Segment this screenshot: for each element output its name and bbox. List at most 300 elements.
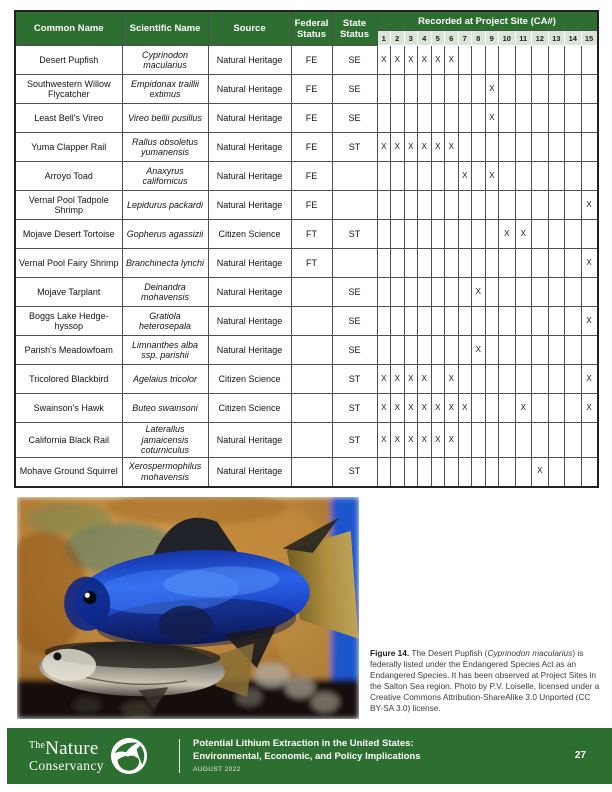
site-cell-7 bbox=[458, 336, 472, 365]
site-cell-15: X bbox=[581, 365, 598, 394]
site-cell-11 bbox=[515, 365, 532, 394]
site-cell-13 bbox=[548, 394, 565, 423]
caption-species-name: Cyprinodon macularius bbox=[487, 648, 573, 659]
federal-status-cell: FT bbox=[291, 220, 332, 249]
site-cell-2 bbox=[391, 75, 405, 104]
site-cell-10 bbox=[499, 423, 516, 458]
site-cell-14 bbox=[565, 423, 582, 458]
site-cell-15 bbox=[581, 336, 598, 365]
table-row bbox=[15, 46, 598, 75]
site-cell-9 bbox=[485, 249, 499, 278]
federal-status-cell bbox=[291, 394, 332, 423]
site-column-header-1: 1 bbox=[377, 31, 391, 46]
federal-status-cell bbox=[291, 336, 332, 365]
site-cell-3 bbox=[404, 104, 418, 133]
table-row bbox=[15, 365, 598, 394]
site-cell-4: X bbox=[418, 394, 432, 423]
state-status-cell: ST bbox=[332, 457, 377, 487]
site-cell-10 bbox=[499, 162, 516, 191]
site-cell-6 bbox=[445, 278, 459, 307]
table-row bbox=[15, 307, 598, 336]
site-cell-12 bbox=[532, 336, 549, 365]
site-cell-14 bbox=[565, 162, 582, 191]
table-row bbox=[15, 75, 598, 104]
site-cell-10 bbox=[499, 365, 516, 394]
site-cell-2: X bbox=[391, 394, 405, 423]
site-cell-6 bbox=[445, 249, 459, 278]
site-cell-3: X bbox=[404, 133, 418, 162]
site-column-header-6: 6 bbox=[445, 31, 459, 46]
site-cell-1 bbox=[377, 249, 391, 278]
table-row bbox=[15, 249, 598, 278]
col-header-federal-status: Federal Status bbox=[291, 11, 332, 46]
scientific-name-cell: Empidonax traillii extimus bbox=[122, 75, 208, 104]
site-cell-13 bbox=[548, 423, 565, 458]
site-cell-11 bbox=[515, 104, 532, 133]
site-cell-2 bbox=[391, 104, 405, 133]
federal-status-cell bbox=[291, 307, 332, 336]
site-cell-9 bbox=[485, 278, 499, 307]
site-cell-12 bbox=[532, 423, 549, 458]
site-cell-5 bbox=[431, 336, 445, 365]
desert-pupfish-photo bbox=[17, 497, 359, 719]
site-cell-6 bbox=[445, 191, 459, 220]
report-title-line2: Environmental, Economic, and Policy Implications bbox=[193, 751, 421, 762]
site-cell-14 bbox=[565, 220, 582, 249]
federal-status-cell bbox=[291, 365, 332, 394]
site-cell-10 bbox=[499, 133, 516, 162]
site-cell-3: X bbox=[404, 365, 418, 394]
site-cell-5 bbox=[431, 75, 445, 104]
site-cell-14 bbox=[565, 191, 582, 220]
state-status-cell: SE bbox=[332, 46, 377, 75]
site-cell-2 bbox=[391, 162, 405, 191]
site-cell-3 bbox=[404, 162, 418, 191]
site-cell-1 bbox=[377, 307, 391, 336]
site-cell-12 bbox=[532, 249, 549, 278]
state-status-cell: ST bbox=[332, 365, 377, 394]
common-name-cell: California Black Rail bbox=[15, 423, 122, 458]
site-cell-6: X bbox=[445, 365, 459, 394]
site-cell-8 bbox=[472, 220, 486, 249]
site-cell-8 bbox=[472, 75, 486, 104]
state-status-cell bbox=[332, 162, 377, 191]
site-cell-5: X bbox=[431, 394, 445, 423]
site-cell-15 bbox=[581, 75, 598, 104]
site-cell-14 bbox=[565, 307, 582, 336]
site-cell-14 bbox=[565, 75, 582, 104]
site-cell-13 bbox=[548, 457, 565, 487]
site-cell-5 bbox=[431, 457, 445, 487]
site-cell-1: X bbox=[377, 423, 391, 458]
site-cell-10 bbox=[499, 336, 516, 365]
site-cell-11 bbox=[515, 162, 532, 191]
site-column-header-5: 5 bbox=[431, 31, 445, 46]
site-cell-5 bbox=[431, 249, 445, 278]
site-cell-3: X bbox=[404, 423, 418, 458]
scientific-name-cell: Xerospermophilus mohavensis bbox=[122, 457, 208, 487]
site-cell-9 bbox=[485, 394, 499, 423]
site-cell-4: X bbox=[418, 46, 432, 75]
common-name-cell: Mojave Tarplant bbox=[15, 278, 122, 307]
site-cell-12 bbox=[532, 307, 549, 336]
site-cell-7 bbox=[458, 365, 472, 394]
site-cell-7 bbox=[458, 104, 472, 133]
site-cell-1 bbox=[377, 457, 391, 487]
scientific-name-cell: Cyprinodon macularius bbox=[122, 46, 208, 75]
federal-status-cell: FE bbox=[291, 104, 332, 133]
source-cell: Natural Heritage bbox=[208, 104, 291, 133]
col-header-state-status: State Status bbox=[332, 11, 377, 46]
site-cell-15 bbox=[581, 220, 598, 249]
site-column-header-8: 8 bbox=[472, 31, 486, 46]
site-cell-1: X bbox=[377, 394, 391, 423]
site-cell-14 bbox=[565, 457, 582, 487]
site-cell-13 bbox=[548, 104, 565, 133]
site-cell-7 bbox=[458, 457, 472, 487]
table-row bbox=[15, 394, 598, 423]
site-cell-7 bbox=[458, 46, 472, 75]
site-cell-8 bbox=[472, 423, 486, 458]
logo-conservancy: Conservancy bbox=[29, 758, 104, 774]
site-cell-11 bbox=[515, 423, 532, 458]
col-header-source: Source bbox=[208, 11, 291, 46]
site-cell-7 bbox=[458, 249, 472, 278]
site-cell-4 bbox=[418, 162, 432, 191]
logo-nature: Nature bbox=[45, 738, 99, 760]
common-name-cell: Least Bell's Vireo bbox=[15, 104, 122, 133]
table-header-row bbox=[15, 11, 598, 31]
scientific-name-cell: Buteo swainsoni bbox=[122, 394, 208, 423]
site-cell-10 bbox=[499, 46, 516, 75]
common-name-cell: Mojave Desert Tortoise bbox=[15, 220, 122, 249]
site-cell-1: X bbox=[377, 365, 391, 394]
site-cell-10 bbox=[499, 191, 516, 220]
site-cell-6 bbox=[445, 162, 459, 191]
site-cell-5: X bbox=[431, 46, 445, 75]
site-cell-3: X bbox=[404, 46, 418, 75]
site-cell-10 bbox=[499, 249, 516, 278]
federal-status-cell: FE bbox=[291, 162, 332, 191]
site-cell-13 bbox=[548, 307, 565, 336]
site-cell-13 bbox=[548, 191, 565, 220]
table-row bbox=[15, 133, 598, 162]
site-cell-13 bbox=[548, 249, 565, 278]
site-cell-3 bbox=[404, 191, 418, 220]
common-name-cell: Boggs Lake Hedge-hyssop bbox=[15, 307, 122, 336]
table-row bbox=[15, 457, 598, 487]
common-name-cell: Arroyo Toad bbox=[15, 162, 122, 191]
scientific-name-cell: Vireo bellii pusillus bbox=[122, 104, 208, 133]
state-status-cell: SE bbox=[332, 104, 377, 133]
caption-text-after: ) is federally listed under the Endangered Species Act as an Endangered Species. It has been observed at Project Sites in the Salton Sea region. Photo by P.V. Loiselle, licensed under a Creative Commons Attribution-ShareAlike 3.0 Unported (CC BY-SA 3.0) license. bbox=[370, 648, 600, 714]
site-cell-6: X bbox=[445, 394, 459, 423]
site-cell-5: X bbox=[431, 423, 445, 458]
footer-text-block bbox=[193, 737, 421, 773]
site-cell-12 bbox=[532, 278, 549, 307]
site-cell-9 bbox=[485, 46, 499, 75]
site-cell-12 bbox=[532, 75, 549, 104]
site-column-header-14: 14 bbox=[565, 31, 582, 46]
site-cell-13 bbox=[548, 278, 565, 307]
site-cell-14 bbox=[565, 46, 582, 75]
source-cell: Natural Heritage bbox=[208, 307, 291, 336]
site-cell-2: X bbox=[391, 365, 405, 394]
site-cell-7 bbox=[458, 191, 472, 220]
source-cell: Natural Heritage bbox=[208, 336, 291, 365]
common-name-cell: Southwestern Willow Flycatcher bbox=[15, 75, 122, 104]
site-cell-2 bbox=[391, 249, 405, 278]
state-status-cell: SE bbox=[332, 307, 377, 336]
site-cell-6 bbox=[445, 457, 459, 487]
site-cell-12 bbox=[532, 191, 549, 220]
site-cell-9 bbox=[485, 191, 499, 220]
site-cell-6: X bbox=[445, 46, 459, 75]
site-cell-10 bbox=[499, 104, 516, 133]
site-cell-5 bbox=[431, 191, 445, 220]
site-cell-11 bbox=[515, 75, 532, 104]
scientific-name-cell: Lepidurus packardi bbox=[122, 191, 208, 220]
site-column-header-12: 12 bbox=[532, 31, 549, 46]
figure-label: Figure 14. bbox=[370, 648, 410, 659]
site-cell-2: X bbox=[391, 46, 405, 75]
site-cell-8 bbox=[472, 394, 486, 423]
federal-status-cell: FE bbox=[291, 46, 332, 75]
site-cell-9 bbox=[485, 133, 499, 162]
site-cell-4: X bbox=[418, 423, 432, 458]
table-row bbox=[15, 191, 598, 220]
scientific-name-cell: Deinandra mohavensis bbox=[122, 278, 208, 307]
site-cell-8 bbox=[472, 46, 486, 75]
site-cell-8 bbox=[472, 249, 486, 278]
federal-status-cell: FE bbox=[291, 133, 332, 162]
site-cell-7 bbox=[458, 423, 472, 458]
site-cell-3 bbox=[404, 249, 418, 278]
table-row bbox=[15, 104, 598, 133]
federal-status-cell bbox=[291, 457, 332, 487]
site-cell-10 bbox=[499, 75, 516, 104]
source-cell: Natural Heritage bbox=[208, 278, 291, 307]
site-cell-2: X bbox=[391, 133, 405, 162]
site-cell-11 bbox=[515, 249, 532, 278]
site-cell-5 bbox=[431, 162, 445, 191]
site-cell-12 bbox=[532, 162, 549, 191]
site-cell-13 bbox=[548, 46, 565, 75]
site-cell-14 bbox=[565, 365, 582, 394]
source-cell: Natural Heritage bbox=[208, 457, 291, 487]
source-cell: Natural Heritage bbox=[208, 133, 291, 162]
site-cell-7 bbox=[458, 133, 472, 162]
common-name-cell: Mohave Ground Squirrel bbox=[15, 457, 122, 487]
site-cell-13 bbox=[548, 75, 565, 104]
state-status-cell: SE bbox=[332, 278, 377, 307]
federal-status-cell: FT bbox=[291, 249, 332, 278]
table-row bbox=[15, 423, 598, 458]
site-cell-12 bbox=[532, 104, 549, 133]
site-cell-11 bbox=[515, 191, 532, 220]
footer-divider bbox=[179, 739, 180, 773]
site-cell-10 bbox=[499, 457, 516, 487]
site-cell-15 bbox=[581, 278, 598, 307]
site-cell-4 bbox=[418, 75, 432, 104]
site-cell-7 bbox=[458, 75, 472, 104]
site-column-header-3: 3 bbox=[404, 31, 418, 46]
site-cell-9 bbox=[485, 307, 499, 336]
site-cell-15 bbox=[581, 457, 598, 487]
state-status-cell: ST bbox=[332, 423, 377, 458]
site-cell-9: X bbox=[485, 104, 499, 133]
site-cell-15: X bbox=[581, 394, 598, 423]
source-cell: Citizen Science bbox=[208, 365, 291, 394]
scientific-name-cell: Gratiola heterosepala bbox=[122, 307, 208, 336]
site-cell-12 bbox=[532, 46, 549, 75]
federal-status-cell: FE bbox=[291, 191, 332, 220]
common-name-cell: Vernal Pool Fairy Shrimp bbox=[15, 249, 122, 278]
site-cell-9: X bbox=[485, 162, 499, 191]
scientific-name-cell: Laterallus jamaicensis coturniculus bbox=[122, 423, 208, 458]
site-cell-15: X bbox=[581, 191, 598, 220]
state-status-cell bbox=[332, 191, 377, 220]
site-cell-8 bbox=[472, 133, 486, 162]
site-cell-3 bbox=[404, 336, 418, 365]
site-column-header-2: 2 bbox=[391, 31, 405, 46]
site-cell-15 bbox=[581, 423, 598, 458]
scientific-name-cell: Branchinecta lynchi bbox=[122, 249, 208, 278]
source-cell: Natural Heritage bbox=[208, 191, 291, 220]
site-cell-14 bbox=[565, 133, 582, 162]
site-cell-5 bbox=[431, 307, 445, 336]
col-header-recorded-at-project-site: Recorded at Project Site (CA#) bbox=[377, 11, 598, 31]
site-cell-4: X bbox=[418, 133, 432, 162]
globe-icon bbox=[110, 737, 148, 775]
site-cell-11 bbox=[515, 278, 532, 307]
site-cell-1 bbox=[377, 75, 391, 104]
tnc-logo bbox=[29, 737, 148, 775]
site-cell-11: X bbox=[515, 394, 532, 423]
site-cell-8 bbox=[472, 307, 486, 336]
state-status-cell: ST bbox=[332, 133, 377, 162]
site-cell-15 bbox=[581, 46, 598, 75]
site-cell-15 bbox=[581, 133, 598, 162]
source-cell: Natural Heritage bbox=[208, 46, 291, 75]
site-cell-8 bbox=[472, 191, 486, 220]
site-cell-4 bbox=[418, 457, 432, 487]
col-header-common-name: Common Name bbox=[15, 11, 122, 46]
site-cell-15 bbox=[581, 162, 598, 191]
site-cell-7: X bbox=[458, 162, 472, 191]
col-header-scientific-name: Scientific Name bbox=[122, 11, 208, 46]
site-cell-10: X bbox=[499, 220, 516, 249]
site-cell-12 bbox=[532, 365, 549, 394]
site-cell-11 bbox=[515, 307, 532, 336]
common-name-cell: Yuma Clapper Rail bbox=[15, 133, 122, 162]
report-title-line1: Potential Lithium Extraction in the United States: bbox=[193, 738, 414, 749]
site-cell-1: X bbox=[377, 46, 391, 75]
site-cell-8: X bbox=[472, 278, 486, 307]
site-cell-7 bbox=[458, 220, 472, 249]
site-cell-6 bbox=[445, 307, 459, 336]
site-cell-4 bbox=[418, 220, 432, 249]
site-cell-8 bbox=[472, 457, 486, 487]
site-cell-4 bbox=[418, 249, 432, 278]
site-column-header-13: 13 bbox=[548, 31, 565, 46]
common-name-cell: Swainson's Hawk bbox=[15, 394, 122, 423]
federal-status-cell bbox=[291, 278, 332, 307]
scientific-name-cell: Agelaius tricolor bbox=[122, 365, 208, 394]
site-cell-4 bbox=[418, 104, 432, 133]
site-cell-13 bbox=[548, 365, 565, 394]
site-cell-1 bbox=[377, 104, 391, 133]
source-cell: Citizen Science bbox=[208, 220, 291, 249]
common-name-cell: Vernal Pool Tadpole Shrimp bbox=[15, 191, 122, 220]
table-row bbox=[15, 220, 598, 249]
source-cell: Natural Heritage bbox=[208, 249, 291, 278]
site-cell-8 bbox=[472, 104, 486, 133]
caption-text-before: The Desert Pupfish ( bbox=[409, 648, 488, 659]
site-cell-9 bbox=[485, 365, 499, 394]
site-column-header-10: 10 bbox=[499, 31, 516, 46]
scientific-name-cell: Limnanthes alba ssp. parishii bbox=[122, 336, 208, 365]
site-column-header-15: 15 bbox=[581, 31, 598, 46]
site-cell-12 bbox=[532, 394, 549, 423]
site-cell-9 bbox=[485, 336, 499, 365]
site-cell-2 bbox=[391, 336, 405, 365]
site-cell-6 bbox=[445, 104, 459, 133]
site-cell-5 bbox=[431, 104, 445, 133]
site-cell-2 bbox=[391, 220, 405, 249]
site-column-header-4: 4 bbox=[418, 31, 432, 46]
site-cell-1 bbox=[377, 336, 391, 365]
site-cell-7 bbox=[458, 278, 472, 307]
site-cell-1 bbox=[377, 191, 391, 220]
site-cell-5 bbox=[431, 278, 445, 307]
site-cell-14 bbox=[565, 278, 582, 307]
tnc-wordmark bbox=[29, 739, 104, 773]
site-cell-3 bbox=[404, 75, 418, 104]
figure-caption bbox=[370, 648, 600, 714]
site-cell-4 bbox=[418, 336, 432, 365]
site-cell-11 bbox=[515, 133, 532, 162]
site-cell-2: X bbox=[391, 423, 405, 458]
site-cell-3 bbox=[404, 220, 418, 249]
state-status-cell: ST bbox=[332, 394, 377, 423]
site-cell-9: X bbox=[485, 75, 499, 104]
site-cell-9 bbox=[485, 423, 499, 458]
site-cell-6: X bbox=[445, 423, 459, 458]
site-cell-9 bbox=[485, 457, 499, 487]
site-cell-10 bbox=[499, 278, 516, 307]
site-cell-12 bbox=[532, 220, 549, 249]
site-cell-11: X bbox=[515, 220, 532, 249]
site-cell-15: X bbox=[581, 249, 598, 278]
site-cell-10 bbox=[499, 394, 516, 423]
scientific-name-cell: Gopherus agassizii bbox=[122, 220, 208, 249]
page-number: 27 bbox=[574, 750, 586, 761]
site-cell-5: X bbox=[431, 133, 445, 162]
site-cell-13 bbox=[548, 336, 565, 365]
scientific-name-cell: Anaxyrus californicus bbox=[122, 162, 208, 191]
logo-the: The bbox=[29, 740, 46, 752]
site-cell-7 bbox=[458, 307, 472, 336]
site-cell-12: X bbox=[532, 457, 549, 487]
table-row bbox=[15, 162, 598, 191]
state-status-cell: SE bbox=[332, 336, 377, 365]
site-cell-4 bbox=[418, 278, 432, 307]
site-cell-13 bbox=[548, 220, 565, 249]
common-name-cell: Parish's Meadowfoam bbox=[15, 336, 122, 365]
site-cell-6: X bbox=[445, 133, 459, 162]
site-cell-5 bbox=[431, 365, 445, 394]
